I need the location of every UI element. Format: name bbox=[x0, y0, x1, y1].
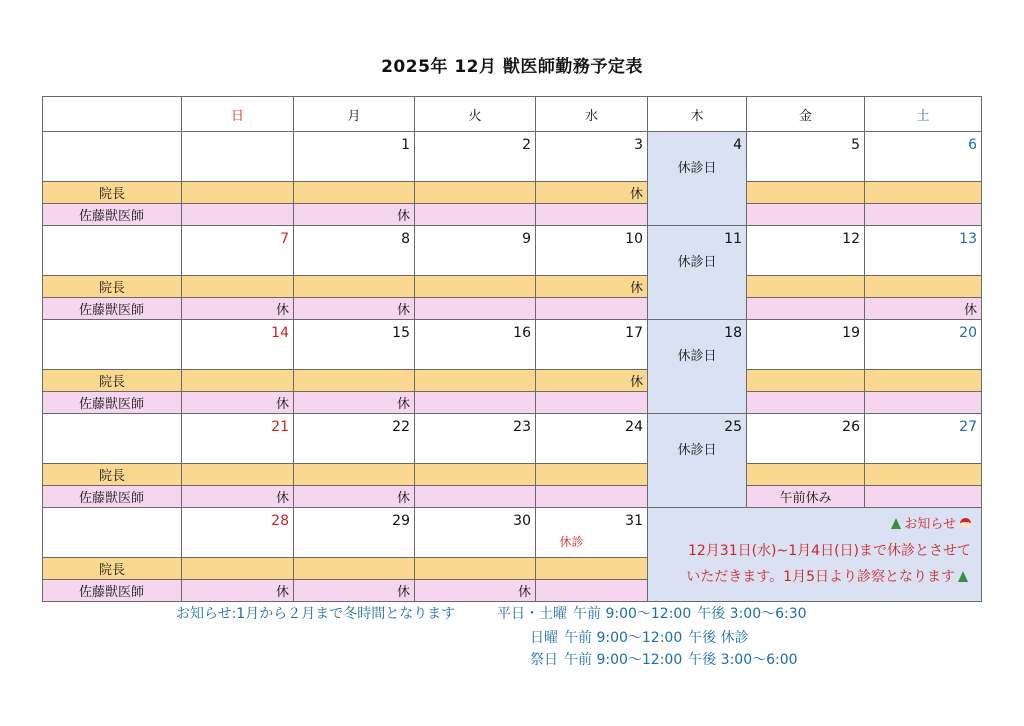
off-mark: 休 bbox=[182, 486, 294, 508]
date-cell: 2 bbox=[415, 132, 536, 182]
closed-label: 休診 bbox=[559, 535, 584, 549]
date-cell: 29 bbox=[294, 508, 415, 558]
date-cell: 3 bbox=[536, 132, 648, 182]
weekday-mon: 月 bbox=[294, 97, 415, 132]
weekday-tue: 火 bbox=[415, 97, 536, 132]
date-number: 31 bbox=[625, 513, 643, 529]
sato-label: 佐藤獣医師 bbox=[43, 392, 182, 414]
notice-line-2: いただきます。1月5日より診察となります bbox=[686, 569, 955, 585]
morning-off-mark: 午前休み bbox=[747, 486, 865, 508]
week-3-director-row bbox=[43, 370, 982, 392]
notice-box bbox=[648, 508, 982, 602]
date-number: 18 bbox=[724, 325, 742, 341]
notice-line-1: 12月31日(水)~1月4日(日)まで休診とさせて bbox=[687, 543, 971, 559]
director-label: 院長 bbox=[43, 464, 182, 486]
date-cell: 5 bbox=[747, 132, 865, 182]
date-cell: 17 bbox=[536, 320, 648, 370]
date-cell: 1 bbox=[294, 132, 415, 182]
hours-sunday: 日曜 午前 9:00～12:00 午後 休診 bbox=[530, 630, 749, 646]
date-cell: 14 bbox=[182, 320, 294, 370]
christmas-tree-icon bbox=[958, 571, 968, 582]
thursday-closed-cell bbox=[648, 320, 747, 414]
thursday-closed-cell bbox=[648, 226, 747, 320]
week-3-sato-row bbox=[43, 392, 982, 414]
director-label: 院長 bbox=[43, 182, 182, 204]
off-mark: 休 bbox=[536, 182, 648, 204]
date-cell: 10 bbox=[536, 226, 648, 276]
date-number: 25 bbox=[724, 419, 742, 435]
date-cell: 23 bbox=[415, 414, 536, 464]
closed-day-label: 休診日 bbox=[677, 443, 717, 458]
director-label: 院長 bbox=[43, 276, 182, 298]
week-2-sato-row bbox=[43, 298, 982, 320]
off-mark: 休 bbox=[182, 298, 294, 320]
date-cell: 19 bbox=[747, 320, 865, 370]
weekday-fri: 金 bbox=[747, 97, 865, 132]
date-cell: 26 bbox=[747, 414, 865, 464]
date-cell: 22 bbox=[294, 414, 415, 464]
date-cell: 9 bbox=[415, 226, 536, 276]
closed-day-label: 休診日 bbox=[677, 349, 717, 364]
off-mark: 休 bbox=[415, 580, 536, 602]
date-cell: 15 bbox=[294, 320, 415, 370]
weekday-header-row bbox=[43, 97, 982, 132]
week-5-dates bbox=[43, 508, 982, 558]
date-cell: 21 bbox=[182, 414, 294, 464]
week-2-director-row bbox=[43, 276, 982, 298]
date-cell: 20 bbox=[865, 320, 982, 370]
closed-day-label: 休診日 bbox=[677, 255, 717, 270]
date-cell: 16 bbox=[415, 320, 536, 370]
closed-day-label: 休診日 bbox=[677, 161, 717, 176]
santa-icon bbox=[960, 518, 971, 529]
thursday-closed-cell bbox=[648, 414, 747, 508]
page-title: 2025年 12月 獣医師勤務予定表 bbox=[381, 57, 643, 77]
off-mark: 休 bbox=[294, 204, 415, 226]
date-cell: 7 bbox=[182, 226, 294, 276]
date-cell: 24 bbox=[536, 414, 648, 464]
week-3-dates bbox=[43, 320, 982, 370]
off-mark: 休 bbox=[536, 370, 648, 392]
date-cell: 12 bbox=[747, 226, 865, 276]
date-cell: 13 bbox=[865, 226, 982, 276]
date-cell: 8 bbox=[294, 226, 415, 276]
sato-label: 佐藤獣医師 bbox=[43, 580, 182, 602]
week-1-director-row bbox=[43, 182, 982, 204]
christmas-tree-icon bbox=[891, 518, 901, 529]
weekday-sun: 日 bbox=[182, 97, 294, 132]
off-mark: 休 bbox=[182, 392, 294, 414]
off-mark: 休 bbox=[865, 298, 982, 320]
week-2-dates bbox=[43, 226, 982, 276]
off-mark: 休 bbox=[294, 580, 415, 602]
week-1-dates bbox=[43, 132, 982, 182]
hours-weekday: 平日・土曜 午前 9:00～12:00 午後 3:00～6:30 bbox=[497, 606, 807, 622]
hours-holiday: 祭日 午前 9:00～12:00 午後 3:00～6:00 bbox=[530, 652, 798, 668]
sato-label: 佐藤獣医師 bbox=[43, 298, 182, 320]
weekday-thu: 木 bbox=[648, 97, 747, 132]
date-number: 4 bbox=[733, 137, 742, 153]
winter-hours-note: お知らせ:1月から２月まで冬時間となります bbox=[176, 606, 456, 622]
schedule-calendar bbox=[42, 96, 982, 602]
off-mark: 休 bbox=[182, 580, 294, 602]
header-corner bbox=[43, 97, 182, 132]
week-1-sato-row bbox=[43, 204, 982, 226]
weekday-wed: 水 bbox=[536, 97, 648, 132]
date-cell: 27 bbox=[865, 414, 982, 464]
notice-title: お知らせ bbox=[904, 517, 956, 532]
off-mark: 休 bbox=[294, 298, 415, 320]
director-label: 院長 bbox=[43, 370, 182, 392]
off-mark: 休 bbox=[294, 392, 415, 414]
date-cell: 30 bbox=[415, 508, 536, 558]
date-cell: 6 bbox=[865, 132, 982, 182]
week-4-sato-row bbox=[43, 486, 982, 508]
date-cell bbox=[182, 132, 294, 182]
sato-label: 佐藤獣医師 bbox=[43, 204, 182, 226]
sato-label: 佐藤獣医師 bbox=[43, 486, 182, 508]
week-4-dates bbox=[43, 414, 982, 464]
date-cell: 28 bbox=[182, 508, 294, 558]
thursday-closed-cell bbox=[648, 132, 747, 226]
off-mark: 休 bbox=[294, 486, 415, 508]
week-4-director-row bbox=[43, 464, 982, 486]
date-cell-31 bbox=[536, 508, 648, 558]
off-mark: 休 bbox=[536, 276, 648, 298]
director-label: 院長 bbox=[43, 558, 182, 580]
weekday-sat: 土 bbox=[865, 97, 982, 132]
date-number: 11 bbox=[724, 231, 742, 247]
